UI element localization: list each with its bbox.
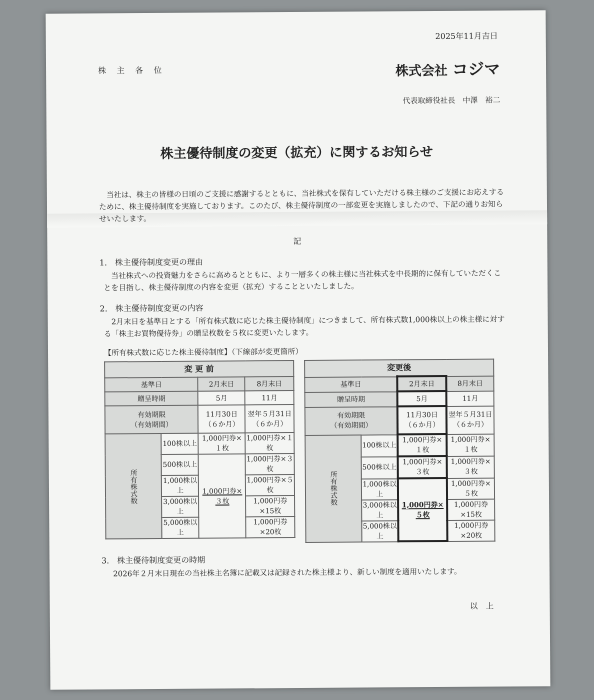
company-logo: コジマ	[451, 59, 501, 79]
before-col-feb: 2月末日	[198, 377, 245, 391]
addressee: 株 主 各 位	[98, 65, 166, 76]
after-row-label-gift-time: 贈呈時期	[305, 391, 398, 407]
section-2-heading: 2. 株主優待制度変更の内容	[99, 303, 204, 314]
before-aug-1000: 1,000円券×５枚	[246, 476, 294, 495]
before-feb-1000: 1,000円券×３枚	[198, 454, 246, 538]
section-2-body: 2月末日を基準日とする「所有株式数に応じた株主優待制度」につきまして、所有株式数1,000株以上の株主様に対する「株主お買物優待券」の贈呈枚数を５枚に変更いたします。	[103, 314, 505, 339]
after-aug-5000: 1,000円券×20枚	[447, 520, 495, 541]
after-feb-500: 1,000円券×３枚	[398, 456, 447, 478]
before-aug-5000: 1,000円券×20枚	[246, 517, 295, 538]
before-aug-3000: 1,000円券×15枚	[246, 496, 295, 517]
notice-paper	[46, 10, 551, 689]
before-valid-aug: 翌年５月31日 （６か月）	[245, 405, 294, 433]
after-share-level-100: 100株以上	[361, 434, 398, 456]
before-aug-500: 1,000円券×３枚	[246, 455, 294, 474]
after-feb-1000: 1,000円券×５枚	[398, 478, 447, 541]
after-share-level-5000: 5,000株以上	[362, 521, 397, 540]
section-3-body: 2026年２月末日現在の当社株主名簿に記載又は記録された株主様より、新しい制度を適用いたします。	[113, 566, 462, 579]
before-table	[104, 360, 295, 539]
ki-marker: 記	[293, 236, 302, 247]
before-gift-feb: 5月	[198, 391, 245, 405]
after-aug-3000: 1,000円券×15枚	[447, 499, 495, 520]
after-row-label-base-date: 基準日	[305, 376, 398, 392]
row-label-gift-time: 贈呈時期	[105, 391, 198, 406]
after-table	[304, 359, 495, 543]
share-level-1000: 1,000株以上	[162, 476, 198, 495]
after-row-label-validity: 有効期限 （有効期間）	[305, 406, 398, 435]
after-share-level-1000: 1,000株以上	[362, 479, 397, 498]
after-header: 変更後	[305, 359, 494, 377]
before-valid-feb: 11月30日 （６か月）	[198, 405, 245, 433]
before-aug-100: 1,000円券×１枚	[246, 434, 294, 453]
notice-date: 2025年11月吉日	[435, 31, 498, 42]
share-level-3000: 3,000株以上	[163, 497, 198, 516]
after-share-level-500: 500株以上	[361, 456, 398, 478]
after-valid-feb: 11月30日 （６か月）	[398, 406, 447, 434]
after-col-feb: 2月末日	[398, 376, 447, 391]
after-feb-100: 1,000円券×１枚	[398, 434, 447, 456]
row-label-validity: 有効期限 （有効期間）	[105, 405, 198, 434]
share-level-5000: 5,000株以上	[163, 518, 198, 537]
row-label-shares: 所有株式数	[105, 433, 162, 538]
after-gift-feb: 5月	[398, 391, 447, 406]
row-label-base-date: 基準日	[105, 377, 198, 392]
notice-title: 株主優待制度の変更（拡充）に関するお知らせ	[160, 145, 433, 162]
section-1-heading: 1. 株主優待制度変更の理由	[99, 257, 204, 268]
closing-mark: 以 上	[469, 601, 494, 611]
before-header: 変 更 前	[105, 361, 294, 378]
after-share-level-3000: 3,000株以上	[362, 500, 397, 519]
after-valid-aug: 翌年５月31日 （６か月）	[446, 406, 494, 434]
share-level-100: 100株以上	[161, 433, 198, 454]
before-feb-100: 1,000円券×１枚	[198, 433, 245, 454]
after-aug-100: 1,000円券×１枚	[446, 434, 494, 456]
after-aug-1000: 1,000円券×５枚	[447, 478, 495, 499]
company-name	[395, 57, 500, 81]
table-caption: 【所有株式数に応じた株主優待制度】（下線部が変更箇所）	[103, 346, 303, 358]
section-1-body: 当社株式への投資魅力をさらに高めるとともに、より一層多くの株主様に当社株式を中長期的に保有していただくことを目指し、株主優待制度の内容を変更（拡充）することといたしました。	[103, 268, 501, 293]
section-3-heading: 3. 株主優待制度変更の時期	[101, 555, 206, 566]
company-prefix: 株式会社	[395, 63, 448, 80]
after-aug-500: 1,000円券×３枚	[447, 456, 495, 478]
intro-paragraph: 当社は、株主の皆様の日頃のご支援に感謝するとともに、当社株式を保有していただける株主様のご支援にお応えするために、株主優待制度を実施しております。このたび、株主優待制度の一部変更を実施しましたので、下記の通りお知らせいたします。	[98, 187, 504, 224]
before-gift-aug: 11月	[245, 391, 294, 405]
share-level-500: 500株以上	[161, 454, 198, 475]
after-gift-aug: 11月	[446, 391, 494, 406]
after-row-label-shares: 所有株式数	[305, 435, 362, 542]
after-col-aug: 8月末日	[446, 376, 494, 391]
president-name: 代表取締役社長 中澤 裕二	[402, 95, 501, 106]
before-col-aug: 8月末日	[245, 377, 294, 391]
